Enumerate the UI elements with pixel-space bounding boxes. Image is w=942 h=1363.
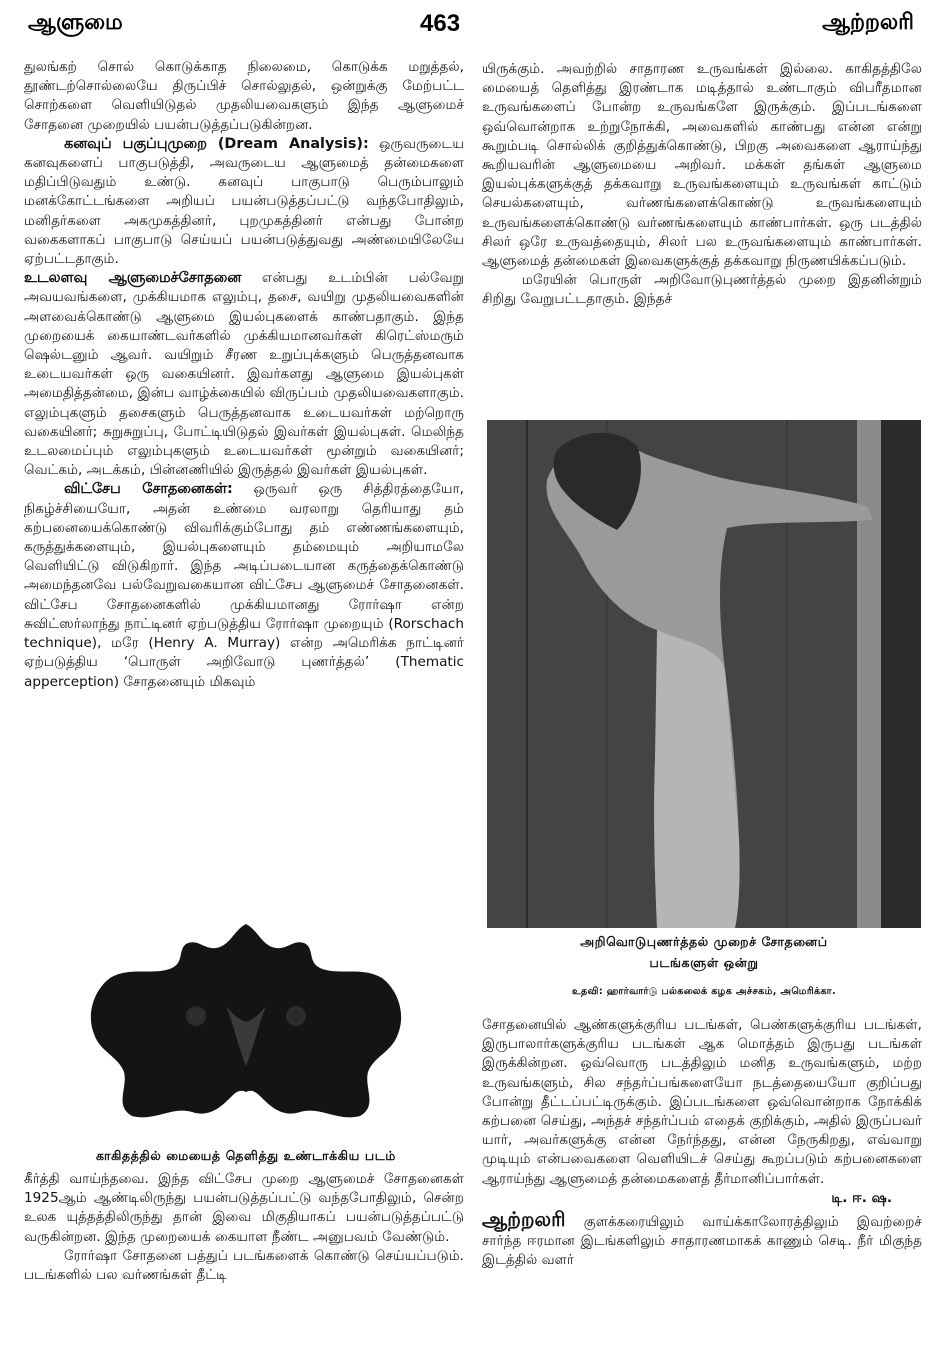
paragraph-projective-tests xyxy=(24,480,464,691)
dream-analysis-heading: கனவுப் பகுப்புமுறை (Dream Analysis): xyxy=(64,135,369,152)
header-right-word: ஆற்றலரி xyxy=(822,10,914,35)
paragraph-dream-analysis xyxy=(24,135,464,269)
left-column-continued xyxy=(24,1170,464,1285)
right-column xyxy=(482,60,922,310)
body-type-text: என்பது உடம்பின் பல்வேறு அவயவங்களை, முக்கியமாக எலும்பு, தசை, வயிறு முதலியவைகளின் அளவைக்கொண்டு ஆளுமை இயல்புகளைக் காண்பதாகும். இந்த முறையைக் கையாண்டவர்களில் முக்கியமானவர்கள் கிரெட்ஸ்மரும் ஷெல்டனும் ஆவர். வயிறும் சீரண உறுப்புக்களும் பெருத்தனவாக உடையவர்கள் ஒரு வகையினர். இவர்களது ஆளுமை இயல்புகள் அமைதித்தன்மை, இன்ப வாழ்க்கையில் விருப்பம் முதலியவைகளாகும். எலும்புகளும் தசைகளும் பெருத்தனவாக உடையவர்கள் மற்றொரு வகையினர்; சுறுசுறுப்பு, போட்டியிடுதல் இவர்கள் இயல்புகள். மெலிந்த உடலமைப்பும் எலும்புகளும் உடையவர்கள் மூன்றும் வகையினர்; வெட்கம், அடக்கம், பின்னணியில் இருத்தல் இவர்கள் இயல்புகள். xyxy=(24,270,464,479)
entry-headword: ஆற்றலரி xyxy=(482,1207,566,1232)
tat-photo-credit: உதவி: ஹார்வார்டு பல்கலைக் கழக அச்சகம், அமெரிக்கா. xyxy=(572,986,836,997)
projective-tests-heading: விட்சேப சோதனைகள்: xyxy=(64,481,233,498)
inkblot-caption: காகிதத்தில் மையைத் தெளித்து உண்டாக்கிய படம் xyxy=(96,1148,396,1163)
tat-card-image xyxy=(487,420,921,928)
paragraph-word-association: துலங்கற் சொல் கொடுக்காத நிலைமை, கொடுக்க மறுத்தல், தூண்டற்சொல்லையே திருப்பிச் சொல்லுதல், ஒன்றுக்கு மேற்பட்ட சொற்களை வெளியிடுதல் முதலியவைகளும் இந்த ஆளுமைச் சோதனை முறையில் பயன்படுத்தப்படுகின்றன. xyxy=(24,59,464,133)
paragraph-rorschach-details: யிருக்கும். அவற்றில் சாதாரண உருவங்கள் இல்லை. காகிதத்திலே மையைத் தெளித்து இரண்டாக மடித்தால் உண்டாகும் விபரீதமான உருவங்களைப் போன்ற உருவங்களே இருக்கும். இப்படங்களை ஒவ்வொன்றாக உற்றுநோக்கி, அவைகளில் காண்பது என்ன என்று கூறும்படி சொல்லிக் குறித்துக்கொண்டு, பிறகு அவைகளை ஆராய்ந்து கூறியவரின் ஆளுமையை அறிவர். மக்கள் தங்கள் ஆளுமை இயல்புக்களுக்குத் தக்கவாறு உருவங்களையும் உருவங்கள் காட்டும் செயல்களையும், வர்ணங்களைக்கொண்டு உருவங்களையும் உருவங்களைக்கொண்டு வர்ணங்களையும் காண்பார்கள். ஒரு படத்தில் சிலர் ஒரே உருவத்தையும், சிலர் பல உருவங்களையும் காண்பார்கள். ஆளுமைத் தன்மைகள் இவைகளுக்குத் தக்கவாறு நிருணயிக்கப்படும். xyxy=(482,61,922,270)
inkblot-image xyxy=(76,916,416,1126)
inkblot-figure xyxy=(76,916,416,1163)
paragraph-projective-history: கீர்த்தி வாய்ந்தவை. இந்த விட்சேப முறை ஆளுமைச் சோதனைகள் 1925ஆம் ஆண்டிலிருந்து பயன்படுத்தப்பட்டு வந்தபோதிலும், சென்ற உலக யுத்தத்திலிருந்து தான் இவை மிகுதியாகப் பயன்படுத்தப்பட்டு வருகின்றன. இந்த முறையைக் கையாள நீண்ட அனுபவம் வேண்டும். xyxy=(24,1171,464,1245)
tat-caption-line-1: அறிவொடுபுணர்த்தல் முறைச் சோதனைப் xyxy=(580,934,828,949)
author-signature: டி. ஈ. ஷ. xyxy=(831,1189,892,1206)
entry-text: குளக்கரையிலும் வாய்க்காலோரத்திலும் இவற்றைச் சார்ந்த ஈரமான இடங்களிலும் சாதாரணமாகக் காணும் செடி. நீர் மிகுந்த இடத்தில் வளர் xyxy=(482,1214,922,1269)
header-left-word: ஆளுமை xyxy=(28,10,123,35)
tat-photo-figure xyxy=(487,420,921,928)
body-type-heading: உடலளவு ஆளுமைச்சோதனை xyxy=(24,270,242,287)
projective-tests-text: ஒருவர் ஒரு சித்திரத்தையோ, நிகழ்ச்சியையோ, அதன் உண்மை வரலாறு தெரியாது தம் கற்பனையைக்கொண்டு விவரிக்கும்போது தம் எண்ணங்களையும், கருத்துக்களையும், இயல்புகளையும் தம்மையும் அறியாமலே வெளியிட்டு விடுகிறார். இந்த அடிப்படையான கருத்தைக்கொண்டு அமைந்தனவே பல்வேறுவகையான விட்சேப ஆளுமைச் சோதனைகள். விட்சேப சோதனைகளில் முக்கியமானது ரோர்ஷா என்ற சுவிட்ஸர்லாந்து நாட்டினர் ஏற்படுத்திய ரோர்ஷா முறையும் (Rorschach technique), மரே (Henry A. Murray) என்ற அமெரிக்க நாட்டினர் ஏற்படுத்திய ‘பொருள் அறிவோடு புணர்த்தல்’ (Thematic apperception) சோதனையும் மிகவும் xyxy=(24,481,465,690)
paragraph-rorschach-intro: ரோர்ஷா சோதனை பத்துப் படங்களைக் கொண்டு செய்யப்படும். படங்களில் பல வர்ணங்கள் தீட்டி xyxy=(24,1247,464,1284)
dream-analysis-text: ஒருவருடைய கனவுகளைப் பாகுபடுத்தி, அவருடைய ஆளுமைத் தன்மைகளை மதிப்பிடுவதும் உண்டு. கனவுப் பாகுபாடு பெரும்பாலும் மனக்கோட்டங்களை அறியப் பயன்படுத்தப்பட்டு வந்தபோதிலும், மனிதர்களை அகமுகத்தினர், புறமுகத்தினர் என்பது போன்ற வகைகளாகப் பாகுபாடு செய்யப் பயன்படுத்துவது அண்மையிலேயே ஏற்பட்டதாகும். xyxy=(24,135,464,268)
left-column xyxy=(24,58,464,692)
paragraph-murray-intro: மரேயின் பொருள் அறிவோடுபுணர்த்தல் முறை இதனின்றும் சிறிது வேறுபட்டதாகும். இந்தச் xyxy=(482,272,922,308)
tat-caption-line-2: படங்களுள் ஒன்று xyxy=(649,955,759,970)
paragraph-entry-aatralari xyxy=(482,1207,922,1271)
right-column-bottom xyxy=(482,1016,922,1271)
paragraph-body-type xyxy=(24,269,464,480)
tat-photo-captions xyxy=(487,934,921,998)
page-number: 463 xyxy=(420,10,461,37)
paragraph-tat-details: சோதனையில் ஆண்களுக்குரிய படங்கள், பெண்களுக்குரிய படங்கள், இருபாலார்களுக்குரிய படங்கள் ஆக மொத்தம் இருபது படங்கள் இருக்கின்றன. ஒவ்வொரு படத்திலும் மனித உருவங்களும், மற்ற உருவங்களும், சில சந்தர்ப்பங்களையோ நடத்தையையோ குறிப்பது போன்று தீட்டப்பட்டிருக்கும். இப்படங்களை ஒவ்வொன்றாக நோக்கிக் கற்பனை செய்து, அந்தச் சந்தர்ப்பம் எதைக் குறிக்கும், அதில் இருப்பவர் யார், அவர்களுக்கு என்ன நேர்ந்தது, என்ன நேருகிறது, எவ்வாறு முடியும் என்பவைகளை வெளியிடச் செய்து கூறப்படும் கற்பனைகளை ஆராய்ந்து ஆளுமைத் தன்மைகளைத் தீர்மானிப்பார்கள். xyxy=(482,1017,922,1187)
